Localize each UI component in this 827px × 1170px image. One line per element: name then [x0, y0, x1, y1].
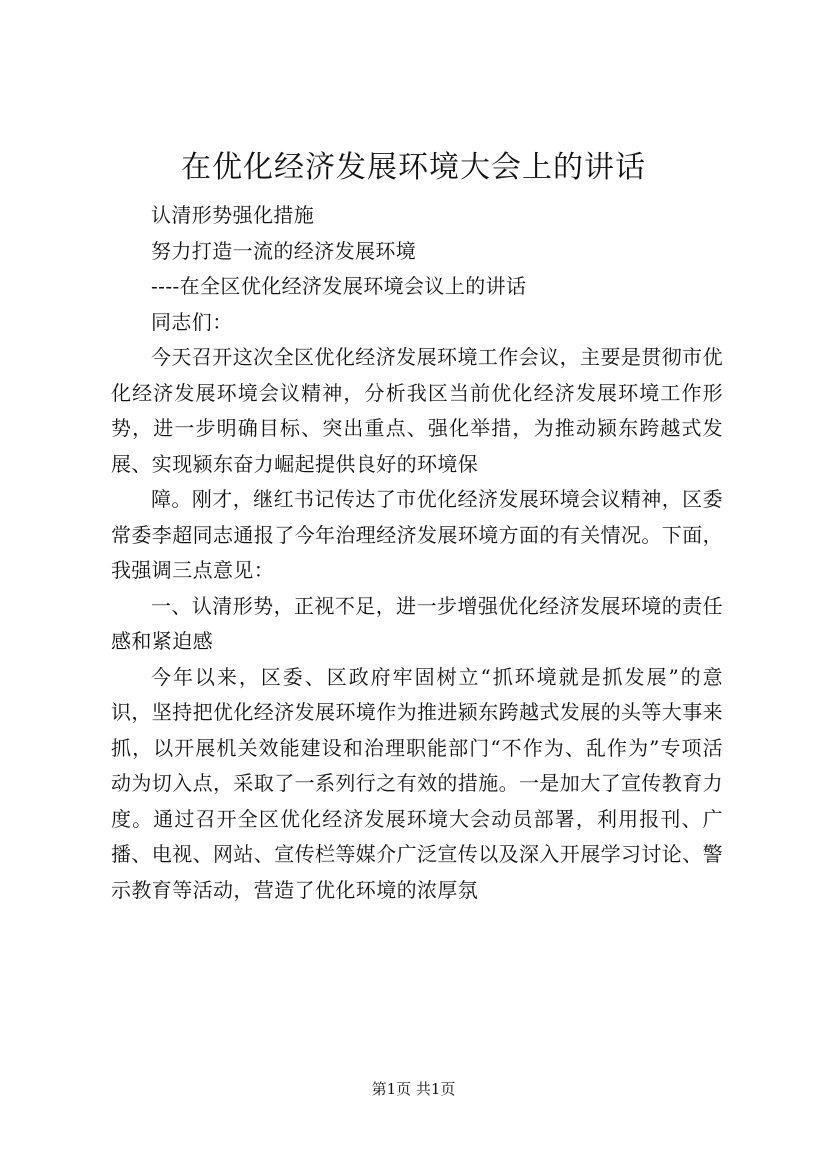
document-title: 在优化经济发展环境大会上的讲话	[181, 150, 646, 185]
paragraph-opening: 今天召开这次全区优化经济发展环境工作会议，主要是贯彻市优化经济发展环境会议精神，分析我区当前优化经济发展环境工作形势，进一步明确目标、突出重点、强化举措，为推动颍东跨越式发展、实现颍东奋力崛起提供良好的环境保	[111, 345, 723, 476]
page-footer: 第1页 共1页	[371, 1080, 456, 1098]
paragraph-subtitle-1: 认清形势强化措施	[151, 203, 315, 227]
paragraph-salutation: 同志们：	[151, 309, 233, 334]
paragraph-subtitle-2: 努力打造一流的经济发展环境	[151, 238, 417, 263]
paragraph-continuation: 障。刚才，继红书记传达了市优化经济发展环境会议精神，区委常委李超同志通报了今年治理经济发展环境方面的有关情况。下面，我强调三点意见：	[111, 487, 723, 582]
paragraph-subtitle-3: ----在全区优化经济发展环境会议上的讲话	[151, 274, 527, 298]
section-heading-1: 一、认清形势，正视不足，进一步增强优化经济发展环境的责任感和紧迫感	[111, 593, 723, 653]
paragraph-section-1-body: 今年以来，区委、区政府牢固树立“抓环境就是抓发展”的意识，坚持把优化经济发展环境作为推进颍东跨越式发展的头等大事来抓，以开展机关效能建设和治理职能部门“不作为、乱作为”专项活动为切入点，采取了一系列行之有效的措施。一是加大了宣传教育力度。通过召开全区优化经济发展环境大会动员部署，利用报刊、广播、电视、网站、宣传栏等媒介广泛宣传以及深入开展学习讨论、警示教育等活动，营造了优化环境的浓厚氛	[111, 664, 723, 902]
document-body	[111, 198, 723, 908]
